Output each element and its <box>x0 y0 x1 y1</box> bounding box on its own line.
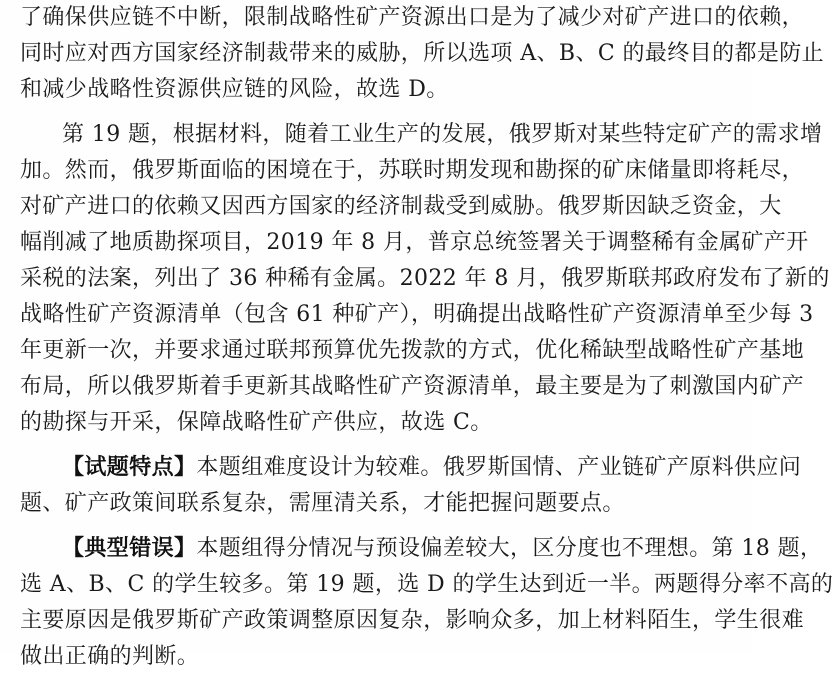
features-tag: 【试题特点】 <box>62 455 197 480</box>
paragraph1-line-3: 和减少战略性资源供应链的风险，故选 D。 <box>20 77 449 102</box>
paragraph2-line-4: 幅削减了地质勘探项目，2019 年 8 月，普京总统签署关于调整稀有金属矿产开 <box>20 230 809 255</box>
errors-line-4: 做出正确的判断。 <box>20 644 200 669</box>
features-text-1: 本题组难度设计为较难。俄罗斯国情、产业链矿产原料供应问 <box>196 455 802 480</box>
paragraph2-line-9: 的勘探与开采，保障战略性矿产供应，故选 C。 <box>20 410 493 435</box>
features-line-1 <box>62 450 802 486</box>
errors-line-3: 主要原因是俄罗斯矿产政策调整原因复杂，影响众多，加上材料陌生，学生很难 <box>20 608 805 633</box>
paragraph2-line-7: 年更新一次，并要求通过联邦预算优先拨款的方式，优化稀缺型战略性矿产基地 <box>20 338 805 363</box>
paragraph2-line-8: 布局，所以俄罗斯着手更新其战略性矿产资源清单，最主要是为了刺激国内矿产 <box>20 374 805 399</box>
paragraph2-line-5: 采税的法案，列出了 36 种稀有金属。2022 年 8 月，俄罗斯联邦政府发布了新的 <box>20 266 830 291</box>
paragraph2-line-6: 战略性矿产资源清单（包含 61 种矿产），明确提出战略性矿产资源清单至少每 3 <box>20 302 814 327</box>
paragraph1-line-2: 同时应对西方国家经济制裁带来的威胁，所以选项 A、B、C 的最终目的都是防止 <box>20 41 825 66</box>
errors-text-1: 本题组得分情况与预设偏差较大，区分度也不理想。第 18 题， <box>196 536 823 561</box>
errors-line-1 <box>62 531 823 567</box>
paragraph2-line-1: 第 19 题，根据材料，随着工业生产的发展，俄罗斯对某些特定矿产的需求增 <box>62 122 823 147</box>
features-line-2: 题、矿产政策间联系复杂，需厘清关系，才能把握问题要点。 <box>20 491 625 516</box>
errors-line-2: 选 A、B、C 的学生较多。第 19 题，选 D 的学生达到近一半。两题得分率不高的 <box>20 572 833 597</box>
paragraph2-line-2: 加。然而，俄罗斯面临的困境在于，苏联时期发现和勘探的矿床储量即将耗尽， <box>20 158 805 183</box>
errors-tag: 【典型错误】 <box>62 536 197 561</box>
paragraph1-line-1: 了确保供应链不中断，限制战略性矿产资源出口是为了减少对矿产进口的依赖， <box>20 5 805 30</box>
paragraph2-line-3: 对矿产进口的依赖又因西方国家的经济制裁受到威胁。俄罗斯因缺乏资金，大 <box>20 194 782 219</box>
